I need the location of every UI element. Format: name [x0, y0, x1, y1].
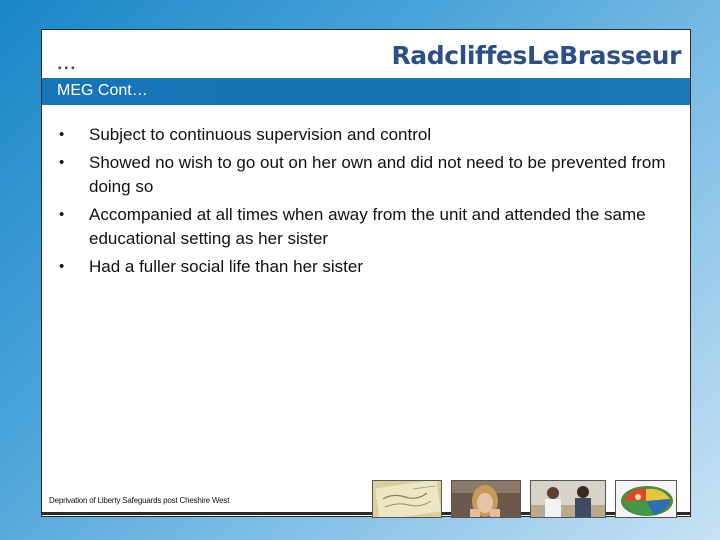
title-marks: ▪▪▪	[58, 63, 78, 74]
brand-logo: RadcliffesLeBrasseur	[391, 41, 681, 70]
conversation-photo-image	[530, 480, 606, 518]
slide	[41, 29, 691, 517]
bullet-icon: •	[59, 206, 65, 223]
document-photo-image	[372, 480, 442, 518]
bullet-icon: •	[59, 126, 65, 143]
title-bar	[42, 78, 690, 105]
bullet-item: • Subject to continuous supervision and control	[55, 123, 675, 147]
bullet-item: • Showed no wish to go out on her own and did not need to be prevented from doing so	[59, 153, 666, 196]
bullet-item: • Had a fuller social life than her sister	[55, 255, 675, 279]
bullet-list	[55, 123, 675, 283]
distressed-girl-photo-image	[451, 480, 521, 518]
bullet-icon: •	[59, 258, 65, 275]
slide-title: MEG Cont…	[57, 82, 148, 99]
bullet-item: • Accompanied at all times when away from the unit and attended the same educational setting as her sister	[59, 205, 646, 248]
bullet-icon: •	[59, 154, 65, 171]
footer-text: Deprivation of Liberty Safeguards post Cheshire West	[49, 496, 230, 505]
brain-illustration-image	[615, 480, 677, 518]
